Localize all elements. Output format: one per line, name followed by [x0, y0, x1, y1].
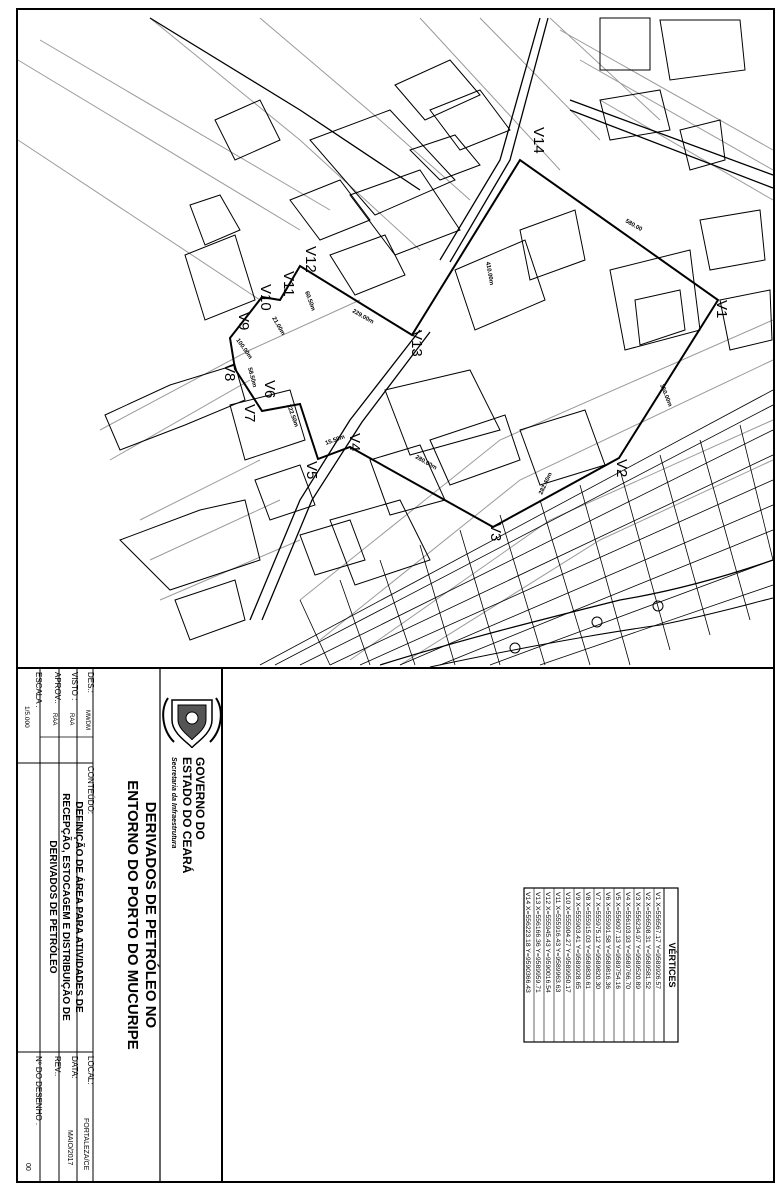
segment-label: 60.50m [303, 290, 316, 312]
vertex-row: V1 X=556567.17 Y=9589926.57 [654, 892, 661, 990]
vertices-table [524, 888, 678, 1042]
desenho-label: Nº DO DESENHO : [34, 1056, 43, 1126]
vertex-label-v7: V7 [241, 404, 258, 423]
gov-line-3: Secretaria da Infraestrutura [170, 757, 177, 849]
segment-label: 100.00m [234, 337, 253, 361]
segment-label: 350.00m [658, 383, 673, 408]
local-label: LOCAL: [86, 1056, 95, 1085]
vertex-row: V10 X=555904.27 Y=9589950.17 [564, 892, 571, 993]
rev-label: REV.: [53, 1056, 62, 1077]
vertex-label-v4: V4 [346, 433, 363, 452]
local-value: FORTALEZA/CE [82, 1118, 89, 1171]
vertex-label-v5: V5 [303, 461, 320, 480]
vertex-label-v14: V14 [530, 127, 547, 154]
conteudo-line-2: RECEPÇÃO, ESTOCAGEM E DISTRIBUIÇÃO DE [60, 793, 71, 1021]
escala-label: ESCALA : [34, 672, 43, 708]
vertex-label-v10: V10 [257, 284, 274, 311]
vertex-row: V14 X=556223.18 Y=9590366.43 [524, 892, 531, 993]
vertex-label-v9: V9 [235, 312, 252, 331]
project-title-line-2: ENTORNO DO PORTO DO MUCURIPE [124, 780, 141, 1050]
vertex-label-v8: V8 [221, 363, 238, 382]
segment-label: 15.50m [324, 434, 346, 447]
segment-label: 58.50m [246, 366, 258, 389]
vertex-row: V5 X=556097.13 Y=9589754.16 [614, 892, 621, 990]
conteudo-label: CONTEÚDO: [86, 766, 95, 814]
vertex-row: V13 X=556166.36 Y=9589959.71 [534, 892, 541, 993]
vertices-table-title: VÉRTICES [667, 942, 677, 988]
vertex-label-v6: V6 [261, 380, 278, 399]
vertex-row: V2 X=556508.31 Y=9589581.52 [644, 892, 651, 990]
des-label: DES.: [86, 672, 95, 693]
vertex-row: V11 X=555916.43 Y=9589963.63 [554, 892, 561, 993]
conteudo-line-3: DERIVADOS DE PETRÓLEO [47, 840, 58, 974]
segment-label: 280.00m [414, 454, 438, 472]
vertex-label-v11: V11 [280, 271, 297, 297]
visto-value: RAA [68, 713, 74, 726]
vertex-label-v3: V3 [487, 523, 504, 542]
vertex-row: V12 X=555945.43 Y=9590016.54 [544, 892, 551, 993]
gov-line-1: GOVERNO DO [193, 757, 207, 840]
conteudo-line-1: DEFINIÇÃO DE ÁREA PARA ATIVIDADES DE [73, 801, 84, 1013]
desenho-value: 00 [24, 1163, 31, 1171]
segment-label: 410.00m [484, 261, 495, 286]
vertex-row: V6 X=555991.58 Y=9589816.36 [604, 892, 611, 990]
data-value: MAIO/2017 [66, 1130, 73, 1166]
vertex-row: V8 X=555915.03 Y=9589830.61 [584, 892, 591, 990]
vertex-label-v13: V13 [408, 330, 425, 357]
vertex-label-v1: V1 [713, 300, 730, 319]
aprov-value: RAA [51, 713, 57, 726]
vertex-row: V9 X=555903.41 Y=9589928.65 [574, 892, 581, 990]
visto-label: VISTO : [70, 672, 79, 701]
vertex-row: V4 X=556103.93 Y=9589766.70 [624, 892, 631, 990]
escala-value: 1/5.000 [23, 706, 30, 728]
data-label: DATA: [70, 1056, 79, 1079]
aprov-label: APROV.: [53, 672, 62, 704]
gov-ceara-logo [163, 698, 221, 748]
segment-label: 21.00m [270, 316, 286, 337]
map-area [18, 10, 773, 667]
project-title-line-1: DERIVADOS DE PETRÓLEO NO [142, 801, 159, 1029]
vertex-row: V7 X=555975.12 Y=9589820.30 [594, 892, 601, 990]
segment-label: 282.40m [538, 471, 554, 496]
vertex-row: V3 X=556234.97 Y=9589520.89 [634, 892, 641, 990]
vertex-label-v2: V2 [613, 459, 630, 478]
segment-label: 229.00m [351, 308, 375, 326]
vertex-label-v12: V12 [302, 246, 319, 273]
segment-label: 580.00 [624, 218, 643, 233]
des-value: MWDM [84, 710, 90, 730]
gov-line-2: ESTADO DO CEARÁ [180, 757, 194, 874]
segment-label: 122.50m [285, 403, 299, 428]
